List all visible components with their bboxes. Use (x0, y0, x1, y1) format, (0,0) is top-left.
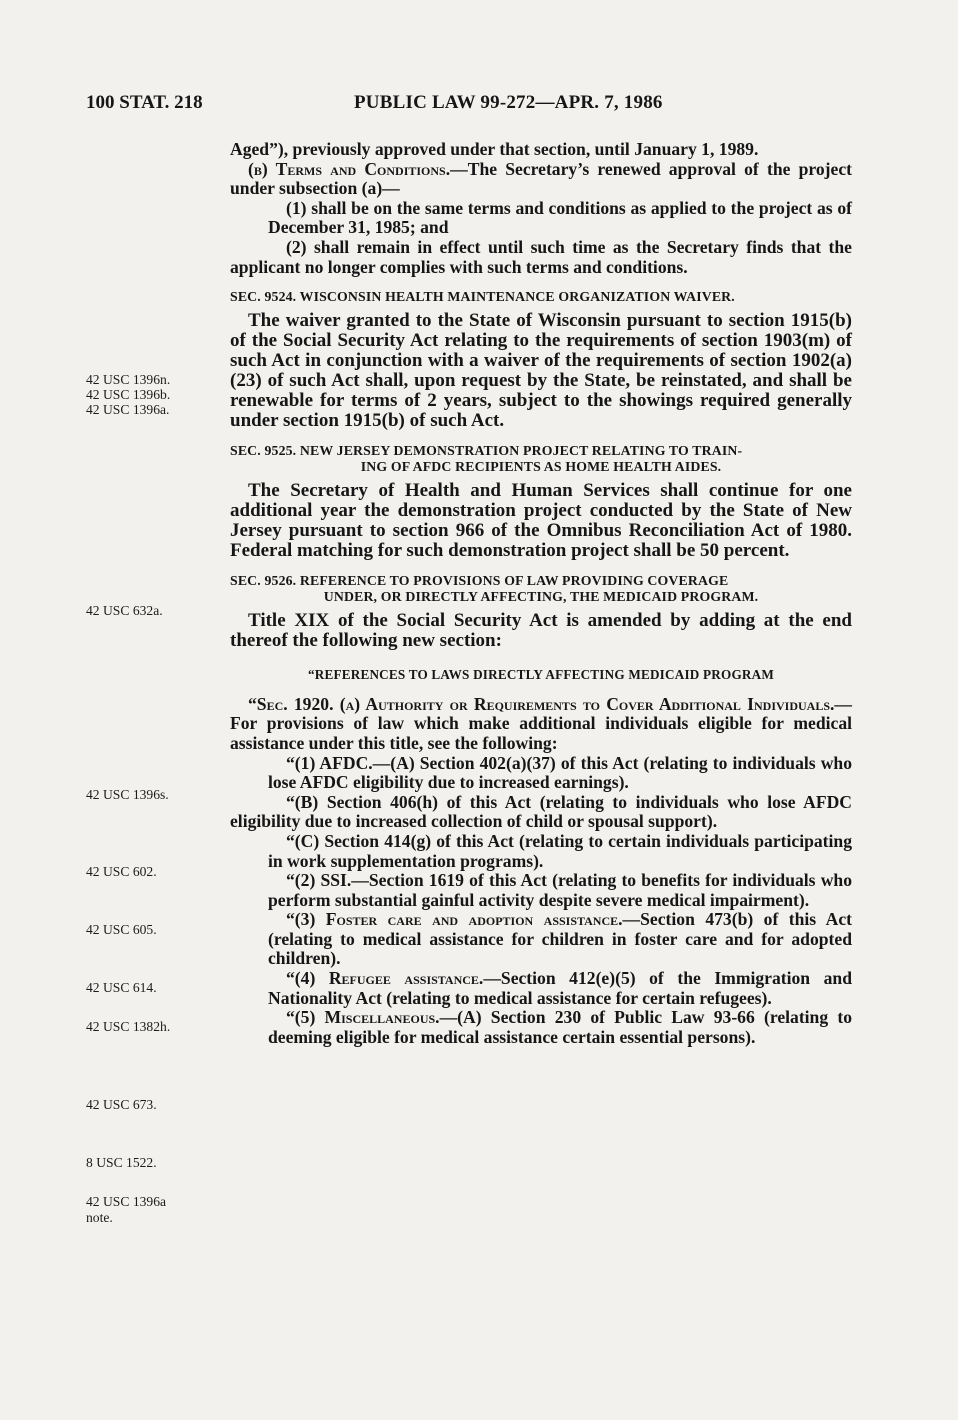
margin-note: 42 USC 1396b. (86, 387, 171, 402)
miscellaneous (230, 1008, 852, 1047)
subsection-label: (b) Terms and Conditions. (248, 158, 451, 179)
page-header (86, 92, 876, 118)
paragraph-aged: Aged”), previously approved under that section, until January 1, 1989. (230, 139, 759, 159)
paragraph-terms-conditions (230, 160, 852, 199)
public-law-title: PUBLIC LAW 99-272—APR. 7, 1986 (354, 92, 663, 113)
margin-note: 42 USC 614. (86, 980, 157, 995)
clause-2: (2) shall remain in effect until such time as the Secretary finds that the applicant no longer complies with such terms and conditions. (230, 236, 852, 277)
main-text-column (230, 140, 852, 1047)
margin-note: note. (86, 1210, 113, 1225)
stat-page-number: 100 STAT. 218 (86, 92, 203, 113)
section-9525-heading (230, 443, 852, 475)
margin-note: 42 USC 1396s. (86, 787, 169, 802)
refugee-text: —Section 412(e)(5) of the Immigration and Nationality Act (relating to medical assistance for certain refugees). (268, 968, 852, 1008)
margin-note: 42 USC 602. (86, 864, 157, 879)
afdc-b: “(B) Section 406(h) of this Act (relating to individuals who lose AFDC eligibility due to increased collection of child or spousal support). (230, 791, 852, 832)
margin-note: 42 USC 1382h. (86, 1019, 171, 1034)
foster-care (230, 910, 852, 969)
section-1920-lead: “Sec. 1920. (a) Authority or Requirements to Cover Additional Individuals. (248, 693, 835, 714)
margin-note: 42 USC 673. (86, 1097, 157, 1112)
clause-1: (1) shall be on the same terms and conditions as applied to the project as of December 31, 1985; and (268, 197, 852, 238)
section-1920-text: —For provisions of law which make additional individuals eligible for medical assistance under this title, see the following: (230, 693, 852, 753)
section-9524-text: The waiver granted to the State of Wisconsin pursuant to section 1915(b) of the Social Security Act relating to the requirements of section 1903(m) of such Act in conjunction with a waiver of the requirements of section 1902(a)(23) of such Act shall, upon request by the State, be reinstated, and shall be renewable for terms of 2 years, subject to the showings required generally under section 1915(b) of such Act. (230, 310, 852, 432)
refugee-label: “(4) Refugee assistance. (286, 968, 484, 989)
section-9525-text: The Secretary of Health and Human Services shall continue for one additional year the demonstration project conducted by the State of New Jersey pursuant to section 966 of the Omnibus Reconciliation Act of 1980. Federal matching for such demonstration project shall be 50 percent. (230, 480, 852, 562)
margin-note: 42 USC 632a. (86, 603, 163, 618)
section-1920-a (230, 695, 852, 754)
new-section-heading: “REFERENCES TO LAWS DIRECTLY AFFECTING MEDICAID PROGRAM (307, 667, 775, 683)
section-9524-heading: SEC. 9524. WISCONSIN HEALTH MAINTENANCE ORGANIZATION WAIVER. (230, 289, 735, 305)
section-9526-heading-line1: SEC. 9526. REFERENCE TO PROVISIONS OF LAW PROVIDING COVERAGE (230, 573, 729, 589)
margin-note: 8 USC 1522. (86, 1155, 157, 1170)
margin-note: 42 USC 1396n. (86, 372, 171, 387)
foster-care-label: “(3) Foster care and adoption assistance. (286, 909, 623, 930)
section-9525-heading-line2: ING OF AFDC RECIPIENTS AS HOME HEALTH AIDES. (360, 459, 722, 475)
subsection-text: —The Secretary’s renewed approval of the project under subsection (a)— (230, 158, 852, 199)
ssi: “(2) SSI.—Section 1619 of this Act (relating to benefits for individuals who perform substantial gainful activity despite severe medical impairment). (268, 870, 852, 910)
miscellaneous-text: —(A) Section 230 of Public Law 93-66 (relating to deeming eligible for medical assistance certain essential persons). (268, 1007, 853, 1047)
section-9526-text: Title XIX of the Social Security Act is amended by adding at the end thereof the following new section: (230, 610, 852, 652)
section-9526-heading (230, 573, 852, 605)
margin-note: 42 USC 605. (86, 922, 157, 937)
afdc-c: “(C) Section 414(g) of this Act (relating to certain individuals participating in work supplementation programs). (268, 830, 852, 871)
margin-note: 42 USC 1396a. (86, 402, 170, 417)
foster-care-text: —Section 473(b) of this Act (relating to medical assistance for children in foster care and for adopted children). (268, 909, 853, 969)
margin-note: 42 USC 1396a (86, 1194, 167, 1209)
afdc-a: “(1) AFDC.—(A) Section 402(a)(37) of this Act (relating to individuals who lose AFDC eligibility due to increased earnings). (268, 752, 852, 793)
miscellaneous-label: “(5) Miscellaneous. (286, 1007, 440, 1028)
section-9526-heading-line2: UNDER, OR DIRECTLY AFFECTING, THE MEDICAID PROGRAM. (323, 589, 759, 605)
refugee-assistance (230, 969, 852, 1008)
section-9525-heading-line1: SEC. 9525. NEW JERSEY DEMONSTRATION PROJECT RELATING TO TRAIN- (230, 443, 743, 459)
